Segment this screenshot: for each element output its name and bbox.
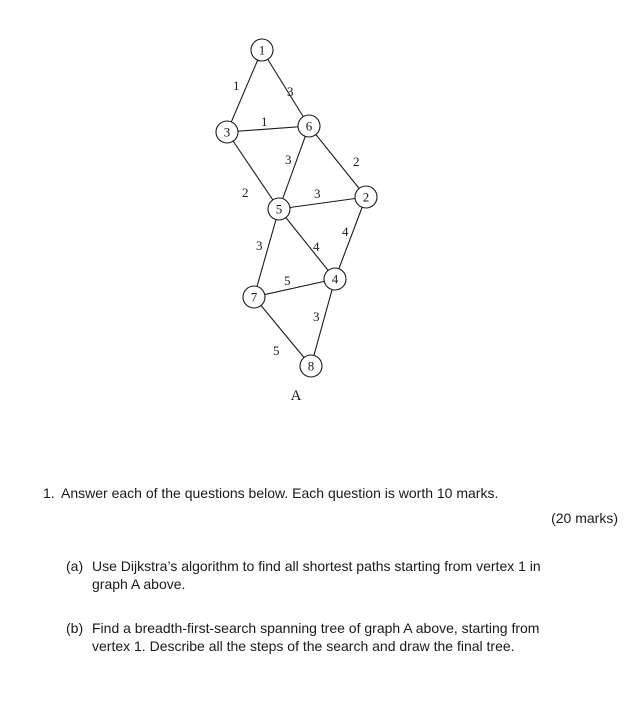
svg-text:2: 2 (362, 189, 370, 205)
question-part-b (66, 619, 576, 655)
question-intro-text: Answer each of the questions below. Each question is worth 10 marks. (61, 485, 499, 501)
edge-3-6 (227, 126, 309, 132)
question-marks: (20 marks) (551, 510, 618, 526)
edge-2-4 (335, 197, 366, 279)
weight-6-5: 3 (285, 152, 292, 167)
edge-7-8 (254, 297, 311, 366)
node-8 (300, 355, 322, 377)
weight-6-2: 2 (353, 154, 360, 169)
question-number: 1. (43, 485, 55, 501)
svg-text:1: 1 (258, 42, 266, 58)
edge-5-7 (254, 209, 279, 297)
weight-2-4: 4 (342, 224, 349, 239)
edge-5-2 (279, 197, 366, 209)
node-4 (324, 268, 346, 290)
part-a-letter: (a) (66, 558, 84, 574)
weight-1-3: 1 (233, 78, 240, 93)
question-intro (43, 484, 498, 502)
node-5 (268, 198, 290, 220)
edge-1-6 (262, 50, 309, 126)
svg-text:5: 5 (275, 201, 283, 217)
part-a-text: Use Dijkstra’s algorithm to find all shortest paths starting from vertex 1 in graph A above. (92, 558, 541, 592)
svg-text:8: 8 (307, 358, 315, 374)
weight-1-6: 3 (287, 84, 294, 99)
edge-6-5 (279, 126, 309, 209)
weight-3-5: 2 (242, 185, 249, 200)
part-b-letter: (b) (66, 620, 84, 636)
svg-text:3: 3 (223, 124, 231, 140)
weight-5-4: 4 (313, 239, 320, 254)
weight-7-8: 5 (273, 343, 280, 358)
question-part-a (66, 557, 576, 593)
graph-edges (227, 50, 366, 366)
node-2 (355, 186, 377, 208)
weight-7-4: 5 (284, 273, 291, 288)
node-3 (216, 121, 238, 143)
weight-5-2: 3 (314, 186, 321, 201)
edge-3-5 (227, 132, 279, 209)
weight-5-7: 3 (256, 238, 263, 253)
weight-4-8: 3 (313, 309, 320, 324)
edge-7-4 (254, 279, 335, 297)
edge-5-4 (279, 209, 335, 279)
node-7 (243, 286, 265, 308)
svg-text:4: 4 (331, 271, 339, 287)
edge-weights (233, 78, 360, 358)
node-6 (298, 115, 320, 137)
part-b-text: Find a breadth-first-search spanning tree of graph A above, starting from vertex 1. Describe all the steps of the search and draw the final tree. (92, 620, 540, 654)
weight-3-6: 1 (261, 114, 268, 129)
graph-title: A (290, 388, 302, 404)
graph-nodes (216, 39, 377, 377)
node-1 (251, 39, 273, 61)
svg-text:7: 7 (250, 289, 258, 305)
svg-text:6: 6 (305, 118, 313, 134)
